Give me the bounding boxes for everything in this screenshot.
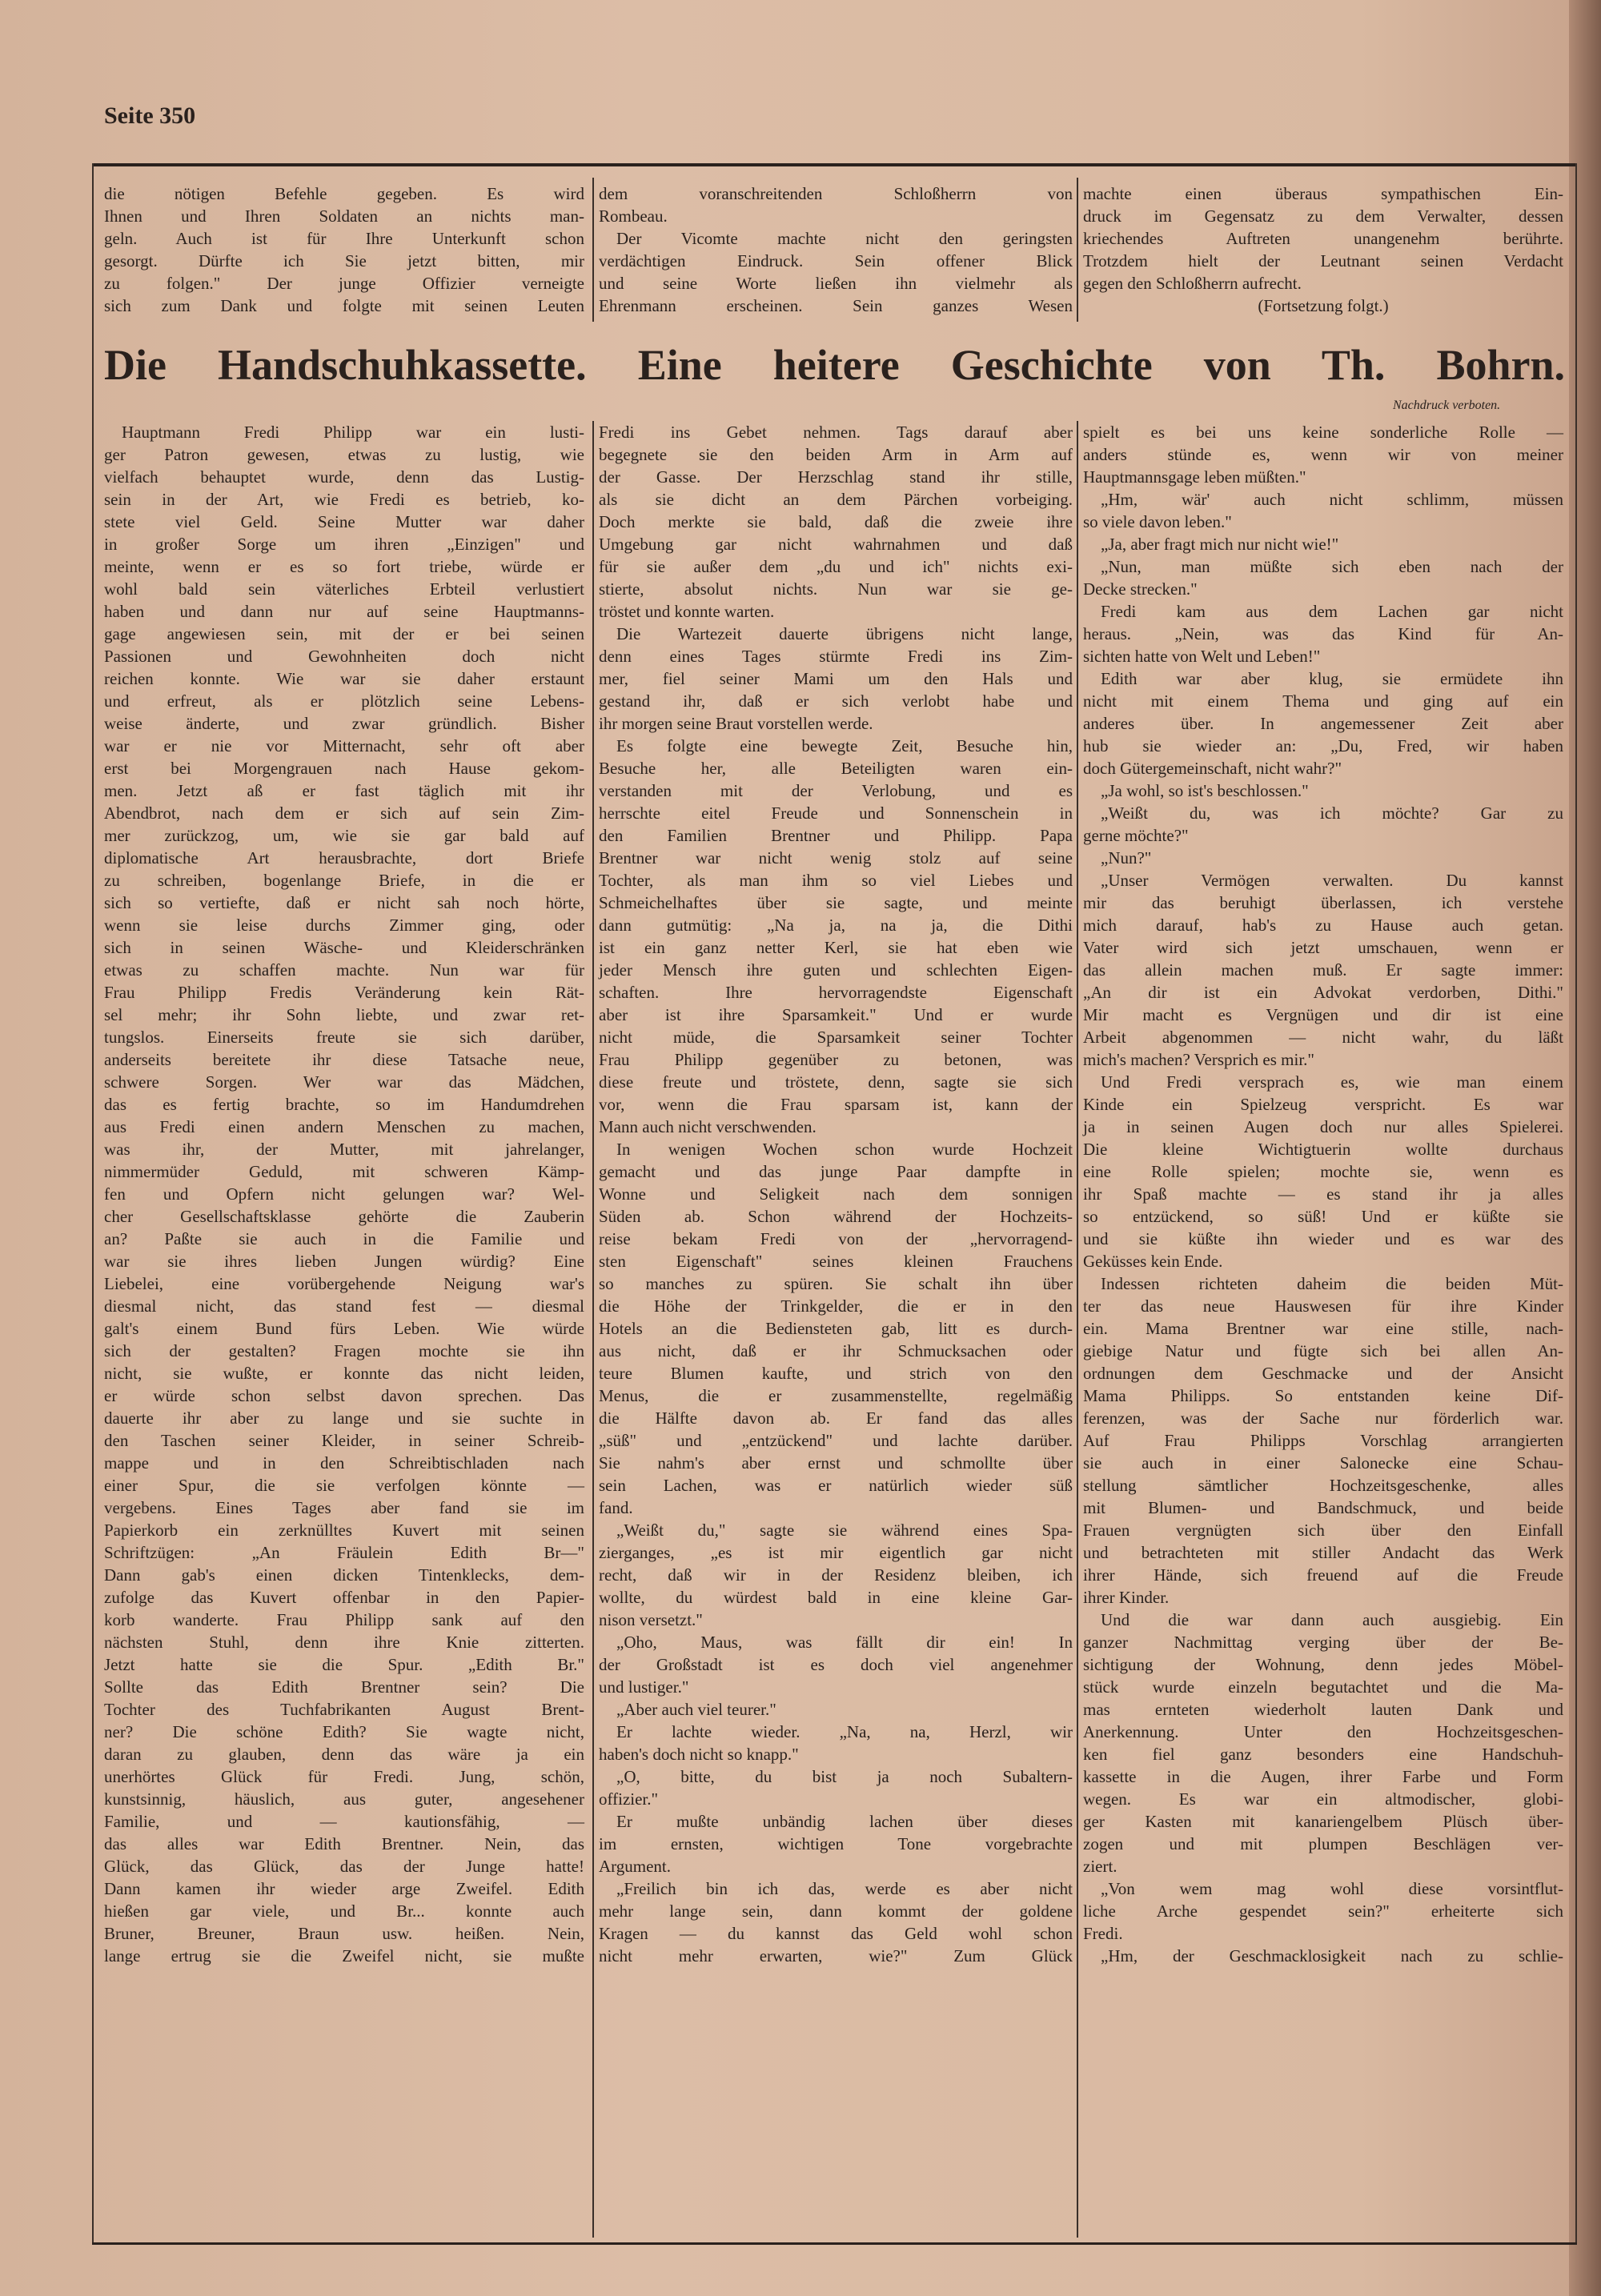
- text-line: sich in seinen Wäsche- und Kleiderschränken: [104, 938, 584, 957]
- paragraph: [599, 1810, 1073, 1877]
- text-line: denn eines Tages stürmte Fredi ins Zim-: [599, 647, 1073, 666]
- text-line: für sie außer dem „du und ich" nichts exi-: [599, 557, 1073, 576]
- text-line: den Taschen seiner Kleider, in seiner Schreib-: [104, 1431, 584, 1450]
- text-line: anderseits bereitete ihr diese Tatsache neue,: [104, 1050, 584, 1069]
- text-line: das es fertig brachte, so im Handumdrehen: [104, 1095, 584, 1114]
- paragraph: [599, 623, 1073, 735]
- text-line: Hauptmann Fredi Philipp war ein lusti-: [122, 423, 584, 442]
- text-line: ner? Die schöne Edith? Sie wagte nicht,: [104, 1722, 584, 1741]
- paragraph: [1083, 1945, 1563, 1967]
- text-line: gerne möchte?": [1083, 826, 1189, 845]
- story-column-1: [104, 421, 584, 1967]
- text-line: war sie ihres lieben Jungen würdig? Eine: [104, 1252, 584, 1271]
- text-line: nison versetzt.": [599, 1610, 703, 1629]
- text-line: sel mehr; ihr Sohn liebte, und zwar ret-: [104, 1005, 584, 1024]
- paragraph: [104, 421, 584, 1967]
- text-line: aus nicht, daß er ihr Schmucksachen oder: [599, 1341, 1073, 1360]
- text-line: sie auch in einer Salonecke eine Schau-: [1083, 1453, 1563, 1473]
- text-line: korb wanderte. Frau Philipp sank auf den: [104, 1610, 584, 1629]
- text-line: „Weißt du," sagte sie während eines Spa-: [616, 1521, 1073, 1540]
- text-line: teure Blumen kaufte, und strich von den: [599, 1364, 1073, 1383]
- text-line: „Hm, der Geschmacklosigkeit nach zu schlie-: [1101, 1946, 1563, 1965]
- paragraph: [1083, 802, 1563, 847]
- text-line: kunstsinnig, häuslich, aus guter, angesehener: [104, 1789, 584, 1809]
- text-line: ihrer Hände, sich freuend auf die Freude: [1083, 1565, 1563, 1585]
- text-line: „süß" und „entzückend" und lachte darüber.: [599, 1431, 1073, 1450]
- text-line: Der Vicomte machte nicht den geringsten: [616, 229, 1073, 248]
- text-line: zogen und mit plumpen Beschlägen ver-: [1083, 1834, 1563, 1853]
- text-line: ordnungen dem Geschmacke und der Ansicht: [1083, 1364, 1563, 1383]
- text-line: stellung sämtlicher Hochzeitsgeschenke, alles: [1083, 1476, 1563, 1495]
- paragraph: [1083, 555, 1563, 600]
- text-line: schwere Sorgen. Wer war das Mädchen,: [104, 1072, 584, 1092]
- paragraph: [1083, 1272, 1563, 1609]
- text-line: in großer Sorge um ihren „Einzigen" und: [104, 535, 584, 554]
- text-line: ihrer Kinder.: [1083, 1588, 1170, 1607]
- text-line: gemacht und das junge Paar dampfte in: [599, 1162, 1073, 1181]
- text-line: sein in der Art, wie Fredi es betrieb, ko-: [104, 490, 584, 509]
- text-line: nicht mehr erwarten, wie?" Zum Glück: [599, 1946, 1073, 1965]
- text-line: Und Fredi versprach es, wie man einem: [1101, 1072, 1563, 1092]
- text-line: Mann auch nicht verschwenden.: [599, 1117, 817, 1136]
- text-line: Indessen richteten daheim die beiden Müt-: [1101, 1274, 1563, 1293]
- text-line: „An dir ist ein Advokat verdorben, Dithi.": [1083, 983, 1563, 1002]
- paragraph: [599, 227, 1073, 317]
- text-line: Auf Frau Philipps Vorschlag arrangierten: [1083, 1431, 1563, 1450]
- previous-story-column-2: [599, 182, 1073, 317]
- text-line: zufolge das Kuvert offenbar in den Papier-: [104, 1588, 584, 1607]
- text-line: mer zurückzog, um, wie sie gar bald auf: [104, 826, 584, 845]
- text-line: und lustiger.": [599, 1677, 689, 1697]
- text-line: „Nun?": [1101, 848, 1152, 868]
- text-line: gesorgt. Dürfte ich Sie jetzt bitten, mir: [104, 251, 584, 270]
- paragraph: [1083, 421, 1563, 488]
- paragraph: [1083, 1609, 1563, 1877]
- reprint-notice: Nachdruck verboten.: [1393, 399, 1501, 412]
- frame-left: [92, 163, 94, 2244]
- text-line: Jetzt hatte sie die Spur. „Edith Br.": [104, 1655, 584, 1674]
- text-line: Papierkorb ein zerknülltes Kuvert mit seinen: [104, 1521, 584, 1540]
- paragraph: [1083, 533, 1563, 555]
- text-line: lange ertrug sie die Zweifel nicht, sie mußte: [104, 1946, 584, 1965]
- column-separator: [1077, 421, 1078, 2238]
- text-line: Geküsses kein Ende.: [1083, 1252, 1223, 1271]
- text-line: haben's doch nicht so knapp.": [599, 1745, 799, 1764]
- paragraph: [599, 1721, 1073, 1765]
- text-line: Süden ab. Schon während der Hochzeits-: [599, 1207, 1073, 1226]
- text-line: fen und Opfern nicht gelungen war? Wel-: [104, 1184, 584, 1204]
- text-line: das allein machen muß. Er sagte immer:: [1083, 960, 1563, 980]
- text-line: Wonne und Seligkeit nach dem sonnigen: [599, 1184, 1073, 1204]
- text-line: so entzückend, so süß! Und er küßte sie: [1083, 1207, 1563, 1226]
- text-line: im ernsten, wichtigen Tone vorgebrachte: [599, 1834, 1073, 1853]
- text-line: nicht, sie wußte, er konnte das nicht leiden,: [104, 1364, 584, 1383]
- text-line: nimmermüder Geduld, mit schweren Kämp-: [104, 1162, 584, 1181]
- text-line: wollte, du würdest bald in eine kleine Gar-: [599, 1588, 1073, 1607]
- text-line: der Großstadt ist es doch viel angenehmer: [599, 1655, 1073, 1674]
- text-line: tröstet und konnte warten.: [599, 602, 775, 621]
- text-line: Sie nahm's aber ernst und schmollte über: [599, 1453, 1073, 1473]
- story-column-3: [1083, 421, 1563, 1967]
- text-line: Fredi.: [1083, 1924, 1123, 1943]
- text-line: anderes über. In angemessener Zeit aber: [1083, 714, 1563, 733]
- text-line: unerhörtes Glück für Fredi. Jung, schön,: [104, 1767, 584, 1786]
- text-line: mich darauf, hab's zu Hause auch getan.: [1083, 916, 1563, 935]
- text-line: den Familien Brentner und Philipp. Papa: [599, 826, 1073, 845]
- text-line: liche Arche gespendet sein?" erheiterte sich: [1083, 1901, 1563, 1921]
- text-line: als sie dicht an dem Pärchen vorbeiging.: [599, 490, 1073, 509]
- text-line: Arbeit abgenommen — nicht wahr, du läßt: [1083, 1028, 1563, 1047]
- text-line: ger Kasten mit kanariengelbem Plüsch über-: [1083, 1812, 1563, 1831]
- text-line: nicht mit einem Thema und ging auf ein: [1083, 691, 1563, 711]
- text-line: Brentner war nicht wenig stolz auf seine: [599, 848, 1073, 868]
- paragraph: [599, 182, 1073, 227]
- text-line: stück wurde einzeln begutachtet und die Ma-: [1083, 1677, 1563, 1697]
- text-line: tungslos. Einerseits freute sie sich darüber,: [104, 1028, 584, 1047]
- text-line: Hauptmannsgage leben müßten.": [1083, 467, 1306, 487]
- text-line: hub sie wieder an: „Du, Fred, wir haben: [1083, 736, 1563, 755]
- text-line: „Von wem mag wohl diese vorsintflut-: [1101, 1879, 1563, 1898]
- text-line: ein. Mama Brentner war eine stille, nach-: [1083, 1319, 1563, 1338]
- text-line: Frau Philipp gegenüber zu betonen, was: [599, 1050, 1073, 1069]
- text-line: stierte, absolut nichts. Nun war sie ge-: [599, 579, 1073, 599]
- paragraph: [1083, 1071, 1563, 1272]
- paragraph: [1083, 488, 1563, 533]
- bottom-rule: [92, 2242, 1577, 2245]
- text-line: cher Gesellschaftsklasse gehörte die Zauberin: [104, 1207, 584, 1226]
- text-line: diplomatische Art herausbrachte, dort Briefe: [104, 848, 584, 868]
- text-line: er würde schon selbst davon sprechen. Das: [104, 1386, 584, 1405]
- text-line: (Fortsetzung folgt.): [1258, 296, 1389, 315]
- text-line: und betrachteten mit stiller Andacht das Werk: [1083, 1543, 1563, 1562]
- text-line: vergebens. Eines Tages aber fand sie im: [104, 1498, 584, 1517]
- text-line: so viele davon leben.": [1083, 512, 1232, 531]
- text-line: daran zu glauben, denn das wäre ja ein: [104, 1745, 584, 1764]
- paragraph: [1083, 869, 1563, 1071]
- text-line: und seine Worte ließen ihn vielmehr als: [599, 274, 1073, 293]
- text-line: Er lachte wieder. „Na, na, Herzl, wir: [616, 1722, 1073, 1741]
- text-line: war er nie vor Mitternacht, sehr oft aber: [104, 736, 584, 755]
- text-line: galt's einem Bund fürs Leben. Wie würde: [104, 1319, 584, 1338]
- text-line: fand.: [599, 1498, 633, 1517]
- text-line: schaften. Ihre hervorragendste Eigenschaft: [599, 983, 1073, 1002]
- text-line: mer, fiel seiner Mami um den Hals und: [599, 669, 1073, 688]
- text-line: Kragen — du kannst das Geld wohl schon: [599, 1924, 1073, 1943]
- text-line: Und die war dann auch ausgiebig. Ein: [1101, 1610, 1563, 1629]
- text-line: begegnete sie den beiden Arm in Arm auf: [599, 445, 1073, 464]
- text-line: Ehrenmann erscheinen. Sein ganzes Wesen: [599, 296, 1073, 315]
- text-line: die Höhe der Trinkgelder, die er in den: [599, 1296, 1073, 1316]
- text-line: In wenigen Wochen schon wurde Hochzeit: [616, 1140, 1073, 1159]
- text-line: zu schreiben, bogenlange Briefe, in die er: [104, 871, 584, 890]
- text-line: doch Gütergemeinschaft, nicht wahr?": [1083, 759, 1342, 778]
- paragraph: [1083, 1877, 1563, 1945]
- text-line: mir das beruhigt überlassen, ich verstehe: [1083, 893, 1563, 912]
- text-line: „Aber auch viel teurer.": [616, 1700, 776, 1719]
- text-line: „O, bitte, du bist ja noch Subaltern-: [616, 1767, 1073, 1786]
- text-line: Frau Philipp Fredis Veränderung kein Rät-: [104, 983, 584, 1002]
- text-line: diesmal nicht, das stand fest — diesmal: [104, 1296, 584, 1316]
- text-line: offizier.": [599, 1789, 659, 1809]
- text-line: ziert.: [1083, 1857, 1117, 1876]
- text-line: mich's machen? Versprich es mir.": [1083, 1050, 1314, 1069]
- text-line: Mir macht es Vergnügen und dir ist eine: [1083, 1005, 1563, 1024]
- paragraph: [599, 1698, 1073, 1721]
- text-line: an? Paßte sie auch in die Familie und: [104, 1229, 584, 1248]
- paragraph: [599, 1631, 1073, 1698]
- text-line: vor, wenn die Frau sparsam ist, kann der: [599, 1095, 1073, 1114]
- text-line: geln. Auch ist für Ihre Unterkunft schon: [104, 229, 584, 248]
- text-line: Dann kamen ihr wieder arge Zweifel. Edith: [104, 1879, 584, 1898]
- text-line: Umgebung gar nicht wahrnahmen und daß: [599, 535, 1073, 554]
- text-line: Decke strecken.": [1083, 579, 1198, 599]
- text-line: ter das neue Hauswesen für ihre Kinder: [1083, 1296, 1563, 1316]
- column-separator: [592, 178, 594, 322]
- text-line: Glück, das Glück, das der Junge hatte!: [104, 1857, 584, 1876]
- text-line: Bruner, Breuner, Braun usw. heißen. Nein,: [104, 1924, 584, 1943]
- text-line: Ihnen und Ihren Soldaten an nichts man-: [104, 206, 584, 226]
- story-column-2: [599, 421, 1073, 1967]
- text-line: Edith war aber klug, sie ermüdete ihn: [1101, 669, 1563, 688]
- text-line: wegen. Es war ein altmodischer, globi-: [1083, 1789, 1563, 1809]
- story-title: Die Handschuhkassette. Eine heitere Geschichte von Th. Bohrn.: [104, 341, 1565, 389]
- text-line: meinte, wenn er es so fort triebe, würde er: [104, 557, 584, 576]
- text-line: eine Rolle spielen; mochte sie, wenn es: [1083, 1162, 1563, 1181]
- text-line: gestand ihr, daß er sich verlobt habe und: [599, 691, 1073, 711]
- text-line: jeder Mensch ihre guten und schlechten Eigen-: [599, 960, 1073, 980]
- text-line: Tochter des Tuchfabrikanten August Brent-: [104, 1700, 584, 1719]
- column-separator: [1077, 178, 1078, 322]
- text-line: „Unser Vermögen verwalten. Du kannst: [1101, 871, 1563, 890]
- text-line: Hotels an die Bediensteten gab, litt es durch-: [599, 1319, 1073, 1338]
- paragraph: [599, 1519, 1073, 1631]
- text-line: Argument.: [599, 1857, 672, 1876]
- text-line: mehr lange sein, dann kommt der goldene: [599, 1901, 1073, 1921]
- text-line: „Nun, man müßte sich eben nach der: [1101, 557, 1563, 576]
- text-line: aber ist ihre Sparsamkeit." Und er wurde: [599, 1005, 1073, 1024]
- text-line: Schriftzügen: „An Fräulein Edith Br—": [104, 1543, 584, 1562]
- text-line: „Ja wohl, so ist's beschlossen.": [1101, 781, 1309, 800]
- text-line: erst bei Morgengrauen nach Hause gekom-: [104, 759, 584, 778]
- text-line: sich zum Dank und folgte mit seinen Leuten: [104, 296, 584, 315]
- text-line: Sollte das Edith Brentner sein? Die: [104, 1677, 584, 1697]
- text-line: Liebelei, eine vorübergehende Neigung war's: [104, 1274, 584, 1293]
- text-line: gegen den Schloßherrn aufrecht.: [1083, 274, 1302, 293]
- text-line: was ihr, der Mutter, mit jahrelanger,: [104, 1140, 584, 1159]
- text-line: Passionen und Gewohnheiten doch nicht: [104, 647, 584, 666]
- text-line: kassette in die Augen, ihrer Farbe und Form: [1083, 1767, 1563, 1786]
- text-line: Besuche her, alle Beteiligten waren ein-: [599, 759, 1073, 778]
- text-line: und erfreut, als er plötzlich seine Lebens-: [104, 691, 584, 711]
- text-line: Schmeichelhaftes über sie sagte, und meinte: [599, 893, 1073, 912]
- page-edge: [1569, 0, 1601, 2296]
- text-line: sich so vertiefte, daß er nicht sah noch hörte,: [104, 893, 584, 912]
- text-line: gage angewiesen sein, mit der er bei seinen: [104, 624, 584, 643]
- text-line: stete viel Geld. Seine Mutter war daher: [104, 512, 584, 531]
- frame-right: [1575, 163, 1577, 2244]
- text-line: weise änderte, und zwar gründlich. Bisher: [104, 714, 584, 733]
- text-line: Anerkennung. Unter den Hochzeitsgeschen-: [1083, 1722, 1563, 1741]
- text-line: Die kleine Wichtigtuerin wollte durchaus: [1083, 1140, 1563, 1159]
- text-line: hießen gar viele, und Br... konnte auch: [104, 1901, 584, 1921]
- text-line: „Hm, wär' auch nicht schlimm, müssen: [1101, 490, 1563, 509]
- text-line: etwas zu schaffen machte. Nun war für: [104, 960, 584, 980]
- text-line: sein Lachen, was er natürlich wieder süß: [599, 1476, 1073, 1495]
- paragraph: [599, 1765, 1073, 1810]
- text-line: „Oho, Maus, was fällt dir ein! In: [616, 1633, 1073, 1652]
- text-line: ferenzen, was der Sache nur förderlich war.: [1083, 1408, 1563, 1428]
- text-line: spielt es bei uns keine sonderliche Rolle —: [1083, 423, 1563, 442]
- text-line: dauerte ihr aber zu lange und sie suchte in: [104, 1408, 584, 1428]
- text-line: nicht müde, die Sparsamkeit seiner Tochter: [599, 1028, 1073, 1047]
- text-line: verdächtigen Eindruck. Sein offener Blick: [599, 251, 1073, 270]
- text-line: Familie, und — kautionsfähig, —: [104, 1812, 584, 1831]
- paragraph: [1083, 847, 1563, 869]
- paragraph: [599, 1138, 1073, 1519]
- text-line: ganzer Nachmittag verging über der Be-: [1083, 1633, 1563, 1652]
- text-line: mit Blumen- und Bandschmuck, und beide: [1083, 1498, 1563, 1517]
- text-line: Tochter, als man ihm so viel Liebes und: [599, 871, 1073, 890]
- text-line: „Freilich bin ich das, werde es aber nicht: [616, 1879, 1073, 1898]
- text-line: Er mußte unbändig lachen über dieses: [616, 1812, 1073, 1831]
- top-rule: [92, 163, 1577, 166]
- text-line: anders stünde es, wenn wir von meiner: [1083, 445, 1563, 464]
- text-line: der Gasse. Der Herzschlag stand ihr stille,: [599, 467, 1073, 487]
- previous-story-column-1: [104, 182, 584, 317]
- paragraph: [1083, 182, 1563, 295]
- text-line: haben und dann nur auf seine Hauptmanns-: [104, 602, 584, 621]
- text-line: ihr Spaß machte — es stand ihr ja alles: [1083, 1184, 1563, 1204]
- text-line: Kinde ein Spielzeug verspricht. Es war: [1083, 1095, 1563, 1114]
- text-line: ken fiel ganz besonders eine Handschuh-: [1083, 1745, 1563, 1764]
- text-line: Trotzdem hielt der Leutnant seinen Verdacht: [1083, 251, 1563, 270]
- text-line: kriechendes Auftreten unangenehm berührte.: [1083, 229, 1563, 248]
- text-line: Rombeau.: [599, 206, 668, 226]
- text-line: und sie küßte ihn wieder und es war des: [1083, 1229, 1563, 1248]
- text-line: sten Eigenschaft" seines kleinen Frauchens: [599, 1252, 1073, 1271]
- paragraph: [1083, 295, 1563, 317]
- text-line: heraus. „Nein, was das Kind für An-: [1083, 624, 1563, 643]
- text-line: ihr morgen seine Braut vorstellen werde.: [599, 714, 873, 733]
- text-line: ger Patron gewesen, etwas zu lustig, wie: [104, 445, 584, 464]
- text-line: zu folgen." Der junge Offizier verneigte: [104, 274, 584, 293]
- paragraph: [1083, 667, 1563, 779]
- text-line: vielfach behauptet wurde, denn das Lustig-: [104, 467, 584, 487]
- text-line: wohl bald sein väterliches Erbteil verlustiert: [104, 579, 584, 599]
- paragraph: [599, 1877, 1073, 1967]
- text-line: Dann gab's einen dicken Tintenklecks, dem-: [104, 1565, 584, 1585]
- text-line: ja in seinen Augen doch nur alles Spielerei.: [1083, 1117, 1563, 1136]
- previous-story-column-3: [1083, 182, 1563, 317]
- text-line: Vater wird sich jetzt umschauen, wenn er: [1083, 938, 1563, 957]
- text-line: so manches zu spüren. Sie schalt ihn über: [599, 1274, 1073, 1293]
- text-line: sichten hatte von Welt und Leben!": [1083, 647, 1321, 666]
- text-line: Die Wartezeit dauerte übrigens nicht lange,: [616, 624, 1073, 643]
- text-line: aus Fredi einen andern Menschen zu machen,: [104, 1117, 584, 1136]
- text-line: men. Jetzt aß er fast täglich mit ihr: [104, 781, 584, 800]
- text-line: sich der gestalten? Fragen mochte sie ihn: [104, 1341, 584, 1360]
- text-line: Es folgte eine bewegte Zeit, Besuche hin,: [616, 736, 1073, 755]
- text-line: druck im Gegensatz zu dem Verwalter, dessen: [1083, 206, 1563, 226]
- column-separator: [592, 421, 594, 2238]
- text-line: herrschte eitel Freude und Sonnenschein in: [599, 803, 1073, 823]
- text-line: dem voranschreitenden Schloßherrn von: [599, 184, 1073, 203]
- text-line: Doch merkte sie bald, daß die zweie ihre: [599, 512, 1073, 531]
- text-line: diese freute und tröstete, denn, sagte sie sich: [599, 1072, 1073, 1092]
- text-line: recht, daß wir in der Residenz bleiben, ich: [599, 1565, 1073, 1585]
- text-line: das alles war Edith Brentner. Nein, das: [104, 1834, 584, 1853]
- text-line: mappe und in den Schreibtischladen nach: [104, 1453, 584, 1473]
- text-line: reichen konnte. Wie war sie daher erstaunt: [104, 669, 584, 688]
- text-line: „Ja, aber fragt mich nur nicht wie!": [1101, 535, 1339, 554]
- text-line: die Hälfte davon ab. Er fand das alles: [599, 1408, 1073, 1428]
- text-line: wenn sie leise durchs Zimmer ging, oder: [104, 916, 584, 935]
- paragraph: [1083, 779, 1563, 802]
- text-line: „Weißt du, was ich möchte? Gar zu: [1101, 803, 1563, 823]
- text-line: reise bekam Fredi von der „hervorragend-: [599, 1229, 1073, 1248]
- text-line: Fredi kam aus dem Lachen gar nicht: [1101, 602, 1563, 621]
- page-number: Seite 350: [104, 102, 196, 129]
- text-line: machte einen überaus sympathischen Ein-: [1083, 184, 1563, 203]
- text-line: mas ernteten wiederholt lauten Dank und: [1083, 1700, 1563, 1719]
- text-line: giebige Natur und fügte sich bei allen An-: [1083, 1341, 1563, 1360]
- paragraph: [1083, 600, 1563, 667]
- text-line: Mama Philipps. So entstanden keine Dif-: [1083, 1386, 1563, 1405]
- text-line: nächsten Stuhl, denn ihre Knie zitterten.: [104, 1633, 584, 1652]
- text-line: verstanden mit der Verlobung, und es: [599, 781, 1073, 800]
- text-line: Menus, die er zusammenstellte, regelmäßig: [599, 1386, 1073, 1405]
- text-line: ist ein ganz netter Kerl, sie hat eben wie: [599, 938, 1073, 957]
- text-line: einer Spur, die sie verfolgen könnte —: [104, 1476, 584, 1495]
- paragraph: [599, 421, 1073, 623]
- text-line: zierganges, „es ist mir eigentlich gar nicht: [599, 1543, 1073, 1562]
- text-line: Fredi ins Gebet nehmen. Tags darauf aber: [599, 423, 1073, 442]
- text-line: sichtigung der Wohnung, denn jedes Möbel-: [1083, 1655, 1563, 1674]
- paragraph: [104, 182, 584, 317]
- text-line: die nötigen Befehle gegeben. Es wird: [104, 184, 584, 203]
- text-line: Abendbrot, nach dem er sich auf sein Zim-: [104, 803, 584, 823]
- text-line: dann gutmütig: „Na ja, na ja, die Dithi: [599, 916, 1073, 935]
- text-line: Frauen vergnügten sich über den Einfall: [1083, 1521, 1563, 1540]
- paragraph: [599, 735, 1073, 1138]
